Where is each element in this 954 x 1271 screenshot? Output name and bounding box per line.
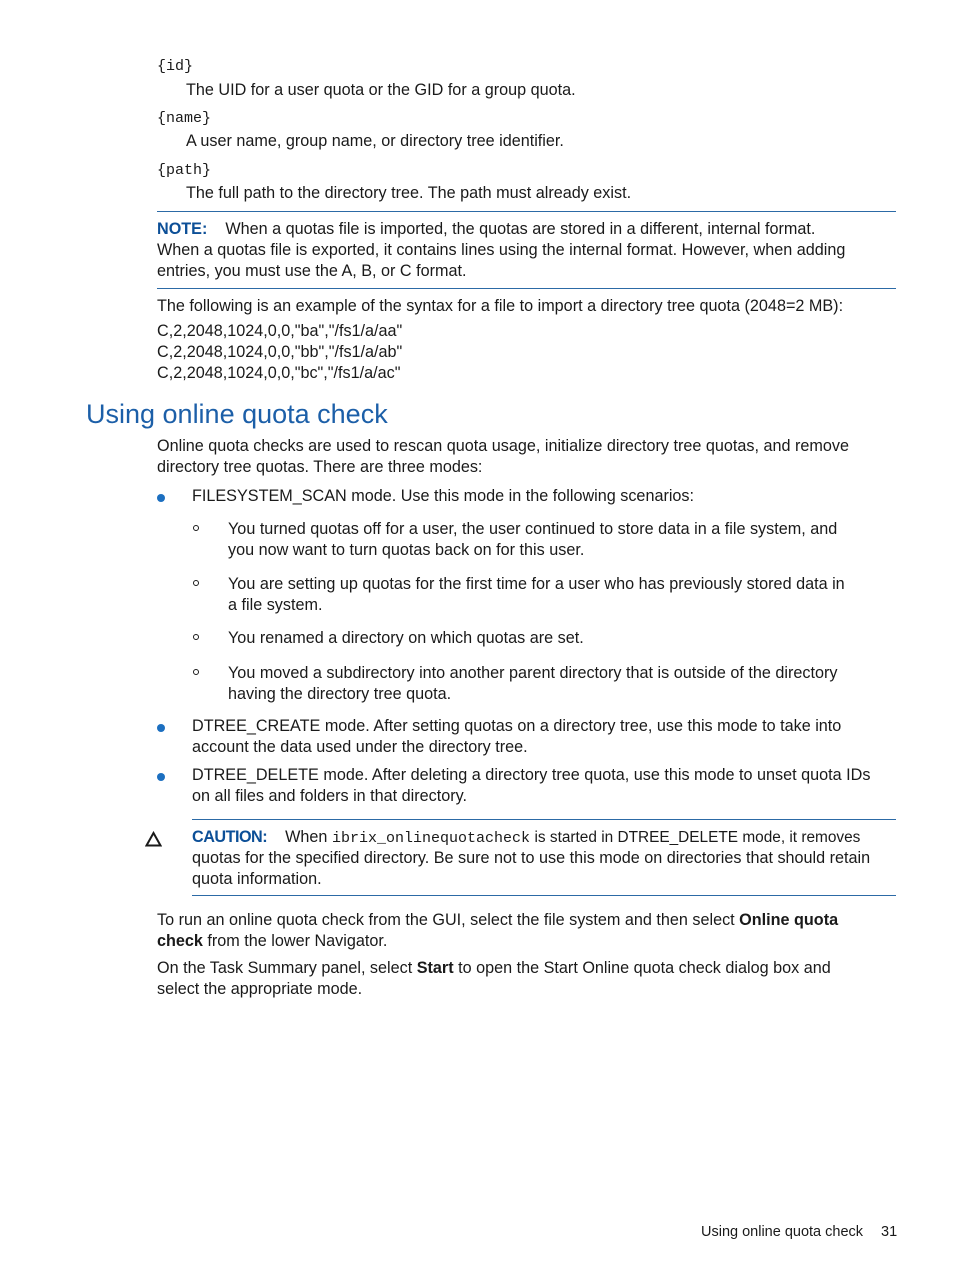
bullet-dtree-create-line-1: DTREE_CREATE mode. After setting quotas on a directory tree, use this mode to take into [192, 717, 842, 735]
gui-p2-pre: On the Task Summary panel, select [157, 959, 413, 977]
bullet-dtree-create-line-2: account the data used under the directory tree. [192, 738, 528, 756]
sub-bullet-2-line-2: a file system. [228, 596, 323, 614]
sub-bullet-4-line-1: You moved a subdirectory into another parent directory that is outside of the directory [228, 664, 838, 682]
sub-bullet-marker [193, 525, 199, 531]
sub-bullet-marker [193, 669, 199, 675]
sub-bullet-marker [193, 580, 199, 586]
caution-line-1 [192, 827, 902, 849]
note-bottom-rule [157, 288, 896, 289]
definition-description-path: The full path to the directory tree. The path must already exist. [186, 184, 632, 202]
bullet-dtree-delete-line-1: DTREE_DELETE mode. After deleting a directory tree quota, use this mode to unset quota IDs [192, 766, 871, 784]
definition-description-name: A user name, group name, or directory tree identifier. [186, 132, 564, 150]
caution-bottom-rule [192, 895, 896, 896]
warning-triangle-icon [145, 831, 162, 847]
example-line-1: C,2,2048,1024,0,0,"ba","/fs1/a/aa" [157, 322, 403, 340]
example-line-3: C,2,2048,1024,0,0,"bc","/fs1/a/ac" [157, 364, 401, 382]
caution-line-3: quota information. [192, 870, 322, 888]
sub-bullet-2-line-1: You are setting up quotas for the first time for a user who has previously stored data in [228, 575, 845, 593]
example-intro: The following is an example of the syntax for a file to import a directory tree quota (2048=2 MB): [157, 297, 844, 315]
gui-paragraph-2-line-1 [157, 958, 899, 979]
gui-p1-bold-1: Online quota [739, 911, 839, 929]
definition-term-path: {path} [157, 162, 212, 179]
gui-paragraph-2-line-2: select the appropriate mode. [157, 980, 363, 998]
footer-section-title: Using online quota check [701, 1224, 864, 1240]
caution-command: ibrix_onlinequotacheck [331, 830, 530, 847]
bullet-dtree-delete-line-2: on all files and folders in that directory. [192, 787, 468, 805]
section-intro-line-1: Online quota checks are used to rescan quota usage, initialize directory tree quotas, and remove [157, 437, 849, 455]
note-line-2: When a quotas file is exported, it contains lines using the internal format. However, when adding [157, 241, 846, 259]
section-intro-line-2: directory tree quotas. There are three modes: [157, 458, 483, 476]
gui-p1-pre: To run an online quota check from the GUI, select the file system and then select [157, 911, 735, 929]
bullet-filesystem-scan: FILESYSTEM_SCAN mode. Use this mode in the following scenarios: [192, 487, 695, 505]
bullet-dot-dtree-create [157, 724, 165, 732]
definition-description-id: The UID for a user quota or the GID for a group quota. [186, 81, 576, 99]
gui-paragraph-1-line-1 [157, 910, 899, 931]
footer-page-number: 31 [881, 1224, 898, 1240]
sub-bullet-1-line-1: You turned quotas off for a user, the user continued to store data in a file system, and [228, 520, 838, 538]
note-line-3: entries, you must use the A, B, or C format. [157, 262, 467, 280]
sub-bullet-4-line-2: having the directory tree quota. [228, 685, 452, 703]
caution-label: CAUTION: [192, 828, 268, 846]
caution-pre: When [285, 828, 328, 846]
note-text-1: When a quotas file is imported, the quotas are stored in a different, internal format. [225, 220, 816, 238]
caution-post: is started in DTREE_DELETE mode, it removes [534, 829, 861, 846]
sub-bullet-3-line-1: You renamed a directory on which quotas are set. [228, 629, 584, 647]
gui-paragraph-1-line-2 [157, 931, 899, 952]
caution-top-rule [192, 819, 896, 820]
definition-term-id: {id} [157, 58, 194, 75]
caution-line-2: quotas for the specified directory. Be sure not to use this mode on directories that should retain [192, 849, 871, 867]
definition-term-name: {name} [157, 110, 212, 127]
note-line-1 [157, 219, 899, 240]
bullet-dot-dtree-delete [157, 773, 165, 781]
sub-bullet-marker [193, 634, 199, 640]
note-top-rule [157, 211, 896, 212]
note-label: NOTE: [157, 220, 208, 238]
gui-p2-post: to open the Start Online quota check dialog box and [458, 959, 831, 977]
gui-p1-post: from the lower Navigator. [207, 932, 388, 950]
sub-bullet-1-line-2: you now want to turn quotas back on for this user. [228, 541, 585, 559]
bullet-dot-filesystem-scan [157, 494, 165, 502]
section-heading: Using online quota check [86, 399, 388, 429]
example-line-2: C,2,2048,1024,0,0,"bb","/fs1/a/ab" [157, 343, 403, 361]
gui-p2-bold: Start [416, 959, 454, 977]
gui-p1-bold-2: check [157, 932, 203, 950]
